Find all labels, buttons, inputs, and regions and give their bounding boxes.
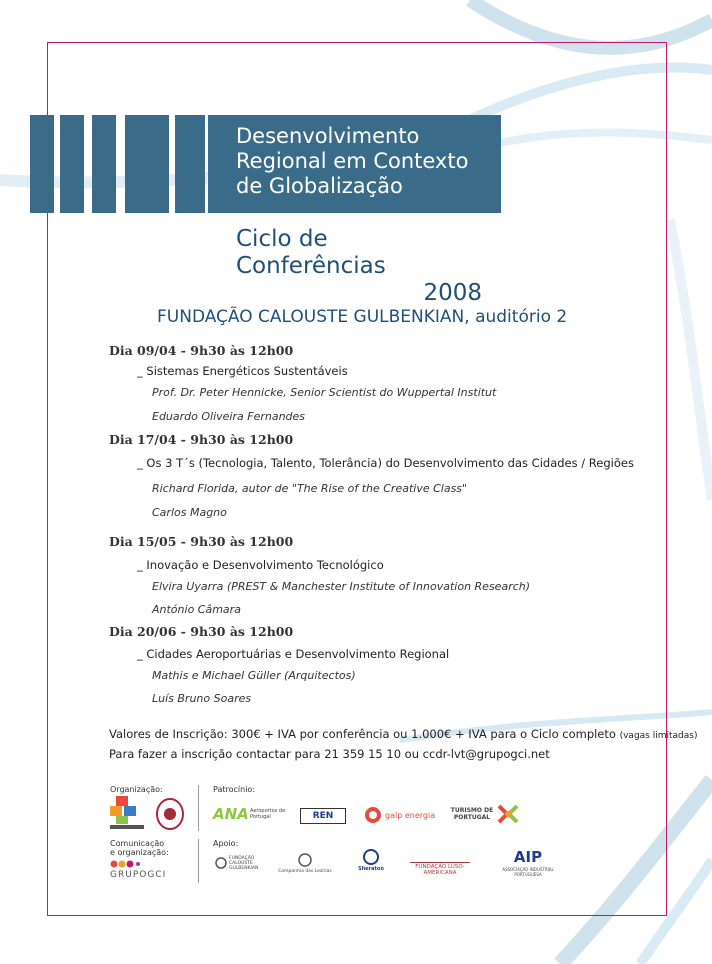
turismo-logo: TURISMO DE PORTUGAL [450, 807, 494, 821]
venue: FUNDAÇÃO CALOUSTE GULBENKIAN, auditório 2 [157, 307, 568, 327]
grupogci-dots-icon [110, 860, 140, 868]
session-speaker: Richard Florida, autor de "The Rise of the Creative Class" [152, 482, 468, 495]
footer-divider [198, 839, 199, 883]
session-day: Dia 09/04 - 9h30 às 12h00 [109, 343, 294, 358]
session-topic: _ Os 3 T´s (Tecnologia, Talento, Tolerância) do Desenvolvimento das Cidades / Regiões [137, 456, 634, 470]
ana-logo: ANA [213, 805, 249, 823]
label-comunicacao: Comunicação e organização: [110, 839, 169, 857]
ccdr-logo-icon [110, 796, 144, 830]
session-speaker: Eduardo Oliveira Fernandes [152, 410, 306, 423]
galp-logo-icon [364, 806, 382, 824]
session-day: Dia 15/05 - 9h30 às 12h00 [109, 534, 294, 549]
turismo-portugal-icon [497, 802, 519, 826]
sheraton-logo: Sheraton [358, 866, 384, 872]
session-speaker: Prof. Dr. Peter Hennicke, Senior Scientist do Wuppertal Institut [152, 386, 497, 399]
ren-logo: REN [300, 808, 346, 824]
session-speaker: Mathis e Michael Güller (Arquitectos) [152, 669, 356, 682]
cycle-year: 2008 [423, 280, 482, 306]
session-topic: _ Sistemas Energéticos Sustentáveis [137, 364, 348, 378]
session-speaker: Carlos Magno [152, 506, 227, 519]
footer-divider [198, 785, 199, 831]
label-patrocinio: Patrocínio: [213, 785, 256, 794]
session-speaker: António Câmara [152, 603, 241, 616]
ana-subtitle: Aeroportos de Portugal [250, 808, 286, 820]
crest-logo-icon [155, 798, 185, 830]
flad-logo: FUNDAÇÃO LUSO-AMERICANA [410, 862, 470, 876]
event-title: Desenvolvimento Regional em Contexto de Globalização [236, 124, 469, 198]
session-topic: _ Inovação e Desenvolvimento Tecnológico [137, 558, 384, 572]
fees-note: (vagas limitadas) [619, 731, 698, 741]
grupogci-logo: GRUPOGCI [110, 870, 167, 880]
aip-subtitle: ASSOCIAÇÃO INDUSTRIAL PORTUGUESA [502, 867, 554, 877]
contact-line: Para fazer a inscrição contactar para 21 359 15 10 ou ccdr-lvt@grupogci.net [109, 747, 550, 761]
sheraton-logo-icon [363, 849, 379, 865]
galp-logo: galp energia [385, 811, 436, 820]
lezirias-logo-icon [298, 853, 312, 867]
fcg-logo: FUNDAÇÃO CALOUSTE GULBENKIAN [229, 856, 259, 871]
session-topic: _ Cidades Aeroportuárias e Desenvolvimento Regional [137, 647, 450, 661]
session-day: Dia 17/04 - 9h30 às 12h00 [109, 432, 294, 447]
aip-logo: AIP [513, 848, 543, 866]
label-organizacao: Organização: [110, 785, 163, 794]
fcg-logo-icon [215, 857, 227, 869]
session-speaker: Elvira Uyarra (PREST & Manchester Institute of Innovation Research) [152, 580, 531, 593]
session-speaker: Luís Bruno Soares [152, 692, 252, 705]
cycle-title: Ciclo de Conferências 2008 [236, 226, 482, 306]
fees-line: Valores de Inscrição: 300€ + IVA por conferência ou 1.000€ + IVA para o Ciclo completo (vagas limitadas) [109, 727, 698, 741]
lezirias-logo: Companhia das Lezírias [278, 869, 332, 874]
label-apoio: Apoio: [213, 839, 239, 848]
session-day: Dia 20/06 - 9h30 às 12h00 [109, 624, 294, 639]
